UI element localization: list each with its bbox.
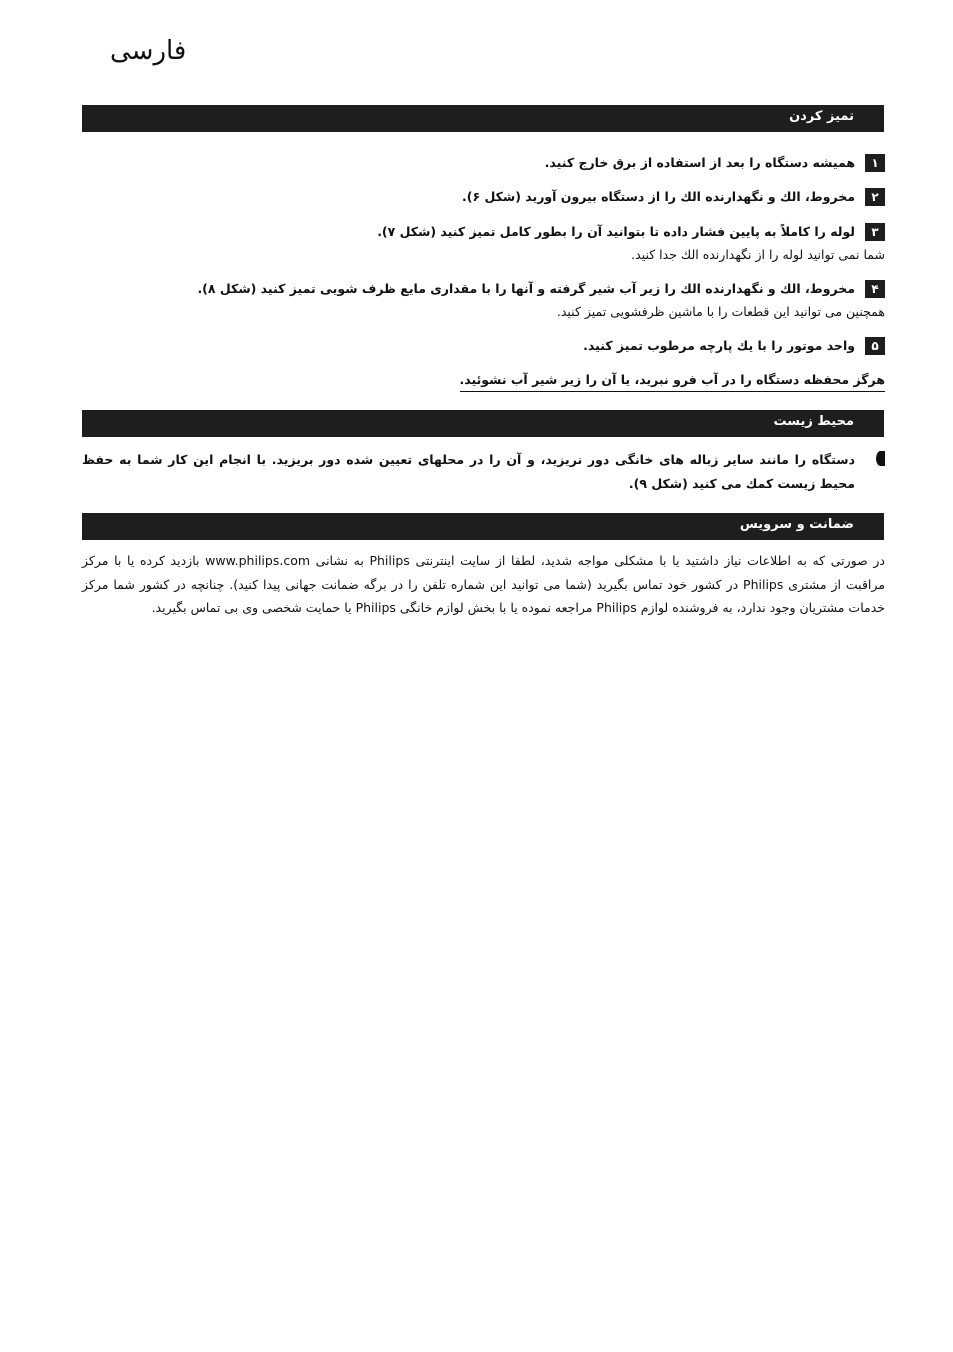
environment-section-header xyxy=(82,410,884,437)
cleaning-step-4-note: همچنین می توانید این قطعات را با ماشین ظرفشویی تمیز کنید. xyxy=(556,304,885,319)
environment-item xyxy=(82,448,885,496)
step-text: لوله را كاملاً به پایین فشار داده تا بتوانید آن را بطور کامل تمیز کنید (شکل ۷). xyxy=(377,224,855,239)
warranty-section-header xyxy=(82,513,884,540)
bullet-icon xyxy=(876,451,885,466)
step-text: همیشه دستگاه را بعد از استفاده از برق خارج کنید. xyxy=(544,155,855,170)
cleaning-warning: هرگز محفظه دستگاه را در آب فرو نبرید، یا آن را زیر شیر آب نشوئید. xyxy=(460,370,886,392)
cleaning-section-header xyxy=(82,105,884,132)
step-text: مخروط، الك و نگهدارنده الك را از دستگاه بیرون آورید (شکل ۶). xyxy=(462,189,855,204)
step-number: ۵ xyxy=(865,337,885,355)
step-text: مخروط، الك و نگهدارنده الك را زير آب شير گرفته و آنها را با مقداری مایع ظرف شویی تمیز کنید (شکل ۸). xyxy=(197,281,855,296)
cleaning-step-5 xyxy=(82,336,885,356)
warranty-paragraph: در صورتی که به اطلاعات نیاز داشتید یا با مشکلی مواجه شدید، لطفا از سایت اینترنتی Philips به نشانی www.philips.com بازدید کرده یا با مرکز مراقبت از مشتری Philips در کشور خود تماس بگیرید (شما می توانید این شماره تلفن را در برگه ضمانت جهانی پیدا کنید). چنانچه در کشور شما مرکز خدمات مشتریان وجود ندارد، به فروشنده لوازم Philips مراجعه نموده یا با بخش لوازم خانگی Philips یا حمایت شخصی وی بی تماس بگیرید. xyxy=(82,553,885,615)
step-text: واحد موتور را با يك پارچه مرطوب تميز كنيد. xyxy=(583,338,855,353)
step-number: ۱ xyxy=(865,154,885,172)
cleaning-heading: تمیز کردن xyxy=(789,109,854,124)
cleaning-step-4 xyxy=(82,279,885,299)
step-number: ۲ xyxy=(865,188,885,206)
language-title: فارسی xyxy=(110,36,187,66)
environment-text: دستگاه را مانند سایر زباله های خانگی دور نریزید، و آن را در محلهای تعیین شده دور بریزید. با انجام این کار شما به حفظ محیط زیست كمك می كنيد (شکل ۹). xyxy=(82,452,855,491)
cleaning-step-1 xyxy=(82,153,885,173)
cleaning-step-3 xyxy=(82,222,885,242)
step-number: ۴ xyxy=(865,280,885,298)
cleaning-step-3-note: شما نمی توانید لوله را از نگهدارنده الك جدا كنيد. xyxy=(631,247,885,262)
warranty-heading: ضمانت و سرویس xyxy=(739,517,854,532)
cleaning-step-2 xyxy=(82,187,885,207)
environment-heading: محیط زیست xyxy=(773,414,854,429)
step-number: ۳ xyxy=(865,223,885,241)
